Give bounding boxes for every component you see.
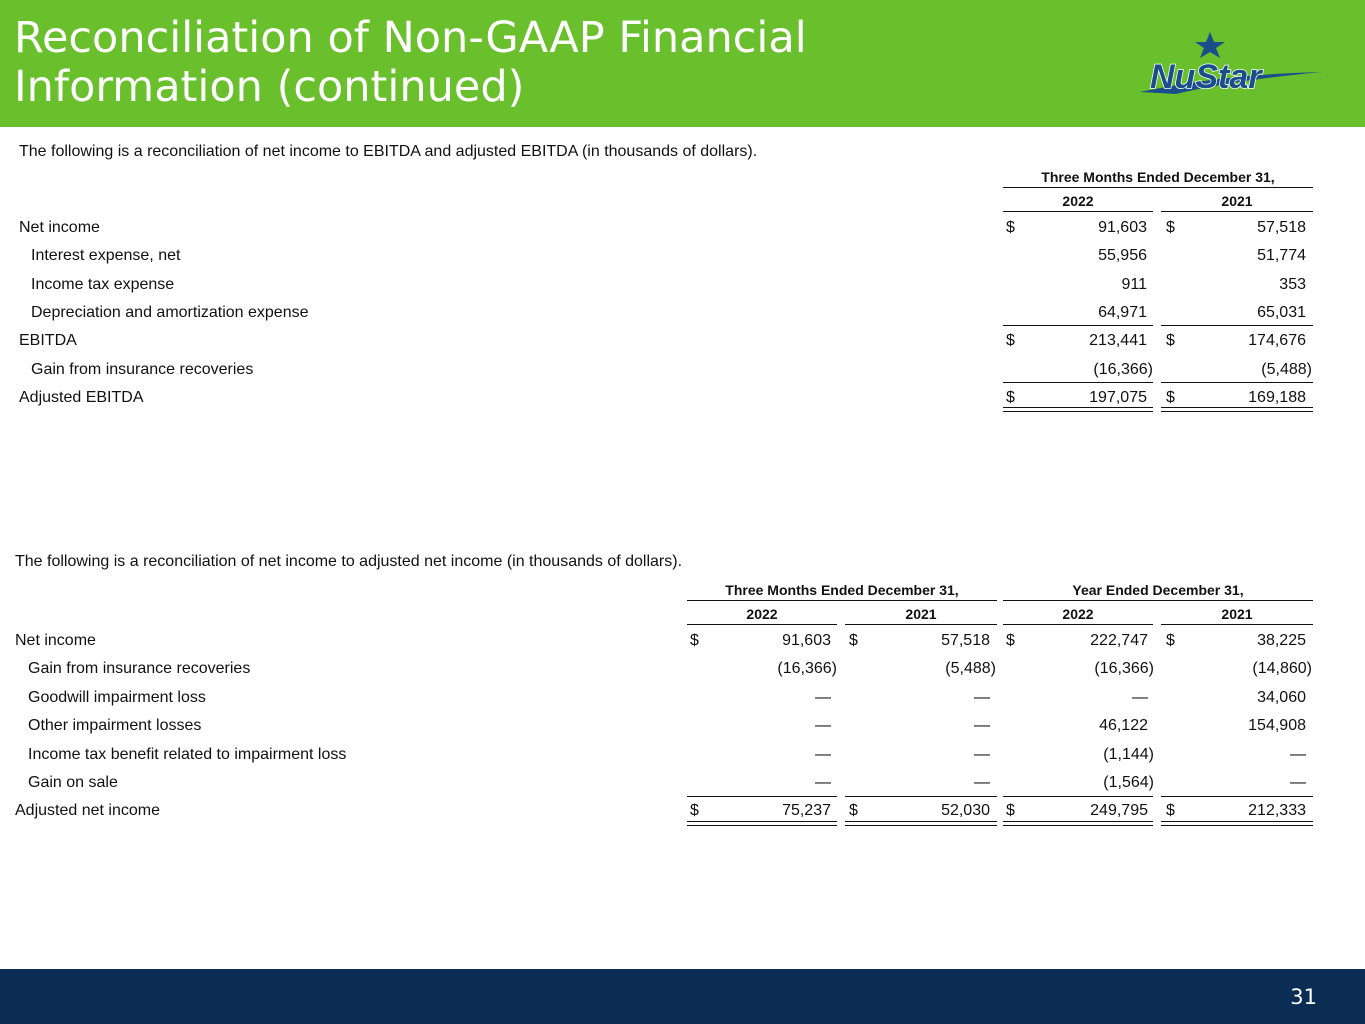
value-cell: (1,144): [1103, 745, 1154, 763]
dollar-sign: $: [1006, 388, 1015, 406]
value-cell: 154,908: [1248, 717, 1306, 735]
footer-band: [0, 969, 1365, 1024]
dollar-sign: $: [690, 632, 699, 649]
value-cell: —: [974, 745, 990, 763]
table2-period-header-three-months: Three Months Ended December 31,: [725, 582, 959, 598]
dollar-sign: $: [1006, 802, 1015, 820]
table2-year-rule: [845, 624, 997, 625]
subtotal-rule: [845, 796, 997, 797]
value-cell: —: [815, 688, 831, 706]
value-cell: 64,971: [1098, 303, 1147, 321]
table2-year-rule: [1161, 624, 1313, 625]
table2-year: 2022: [746, 606, 778, 622]
value-cell: 197,075: [1089, 388, 1147, 406]
row-label: Income tax expense: [31, 275, 175, 293]
table2-intro: The following is a reconciliation of net income to adjusted net income (in thousands of dollars).: [15, 553, 683, 570]
subtotal-rule: [1003, 796, 1153, 797]
value-cell: 91,603: [1098, 219, 1147, 236]
dollar-sign: $: [1006, 219, 1015, 236]
row-label: Adjusted EBITDA: [19, 388, 144, 406]
value-cell: 34,060: [1257, 688, 1306, 706]
value-cell: 213,441: [1089, 332, 1147, 350]
nustar-logo: [1136, 30, 1322, 102]
value-cell: (1,564): [1103, 774, 1154, 791]
value-cell: (14,860): [1252, 660, 1312, 678]
table2-year-rule: [1003, 624, 1153, 625]
value-cell: 249,795: [1090, 802, 1148, 820]
dollar-sign: $: [1166, 632, 1175, 649]
value-cell: —: [1290, 774, 1306, 791]
row-label: Net income: [15, 632, 96, 649]
table1-year-rule: [1003, 211, 1153, 212]
row-label: Net income: [19, 219, 100, 236]
value-cell: —: [974, 688, 990, 706]
table1-intro: The following is a reconciliation of net income to EBITDA and adjusted EBITDA (in thousands of dollars).: [19, 143, 758, 160]
table2-period-header-year: Year Ended December 31,: [1072, 582, 1244, 598]
value-cell: —: [815, 774, 831, 791]
table1-header-rule: [1003, 187, 1313, 188]
subtotal-rule: [1161, 796, 1313, 797]
value-cell: 57,518: [941, 632, 990, 649]
value-cell: 52,030: [941, 802, 990, 820]
dollar-sign: $: [1006, 632, 1015, 649]
value-cell: (5,488): [1261, 360, 1312, 378]
dollar-sign: $: [1166, 219, 1175, 236]
logo-text: NuStar: [1150, 58, 1262, 96]
value-cell: —: [815, 745, 831, 763]
value-cell: —: [974, 774, 990, 791]
value-cell: —: [1290, 745, 1306, 763]
value-cell: 51,774: [1257, 247, 1306, 265]
row-label: Other impairment losses: [28, 717, 202, 735]
header-band: [0, 0, 1365, 127]
subtotal-rule: [1161, 325, 1313, 326]
row-label: Interest expense, net: [31, 247, 181, 265]
dollar-sign: $: [1166, 802, 1175, 820]
value-cell: (5,488): [945, 660, 996, 678]
value-cell: (16,366): [1094, 660, 1154, 678]
value-cell: —: [815, 717, 831, 735]
table2-header-rule: [1003, 600, 1313, 601]
table1-period-header: Three Months Ended December 31,: [1041, 169, 1275, 185]
page-number: 31: [1290, 985, 1317, 1009]
value-cell: (16,366): [1093, 360, 1153, 378]
row-label: Goodwill impairment loss: [28, 688, 206, 706]
value-cell: —: [1132, 688, 1148, 706]
subtotal-rule: [1003, 382, 1153, 383]
table1-year-rule: [1161, 211, 1313, 212]
subtotal-rule: [1161, 382, 1313, 383]
total-double-rule: [1161, 821, 1313, 826]
table2-year: 2022: [1062, 606, 1094, 622]
slide-title: Reconciliation of Non-GAAP Financial Information (continued): [14, 13, 807, 112]
dollar-sign: $: [1166, 388, 1175, 406]
value-cell: 911: [1121, 275, 1147, 293]
dollar-sign: $: [849, 802, 858, 820]
subtotal-rule: [687, 796, 837, 797]
row-label: Gain from insurance recoveries: [31, 360, 254, 378]
table2-year: 2021: [1221, 606, 1253, 622]
table2-year-rule: [687, 624, 837, 625]
value-cell: 57,518: [1257, 219, 1306, 236]
total-double-rule: [845, 821, 997, 826]
dollar-sign: $: [1166, 332, 1175, 350]
dollar-sign: $: [690, 802, 699, 820]
value-cell: 46,122: [1099, 717, 1148, 735]
value-cell: 212,333: [1248, 802, 1306, 820]
value-cell: 91,603: [782, 632, 831, 649]
table1-year-2021: 2021: [1221, 193, 1253, 209]
row-label: Depreciation and amortization expense: [31, 303, 309, 321]
value-cell: 38,225: [1257, 632, 1306, 649]
row-label: Gain on sale: [28, 774, 118, 791]
star-icon: [1195, 32, 1225, 58]
dollar-sign: $: [849, 632, 858, 649]
table2-header-rule: [687, 600, 997, 601]
value-cell: 75,237: [782, 802, 831, 820]
subtotal-rule: [1003, 325, 1153, 326]
table1-year-2022: 2022: [1062, 193, 1094, 209]
total-double-rule: [1161, 407, 1313, 412]
value-cell: 55,956: [1098, 247, 1147, 265]
row-label: Income tax benefit related to impairment loss: [28, 745, 347, 763]
value-cell: 169,188: [1248, 388, 1306, 406]
total-double-rule: [1003, 821, 1153, 826]
row-label: Gain from insurance recoveries: [28, 660, 251, 678]
value-cell: 222,747: [1090, 632, 1148, 649]
value-cell: 65,031: [1257, 303, 1306, 321]
value-cell: 174,676: [1248, 332, 1306, 350]
table2-year: 2021: [905, 606, 937, 622]
value-cell: 353: [1279, 275, 1306, 293]
value-cell: —: [974, 717, 990, 735]
dollar-sign: $: [1006, 332, 1015, 350]
row-label: EBITDA: [19, 332, 77, 350]
total-double-rule: [1003, 407, 1153, 412]
total-double-rule: [687, 821, 837, 826]
row-label: Adjusted net income: [15, 802, 160, 820]
value-cell: (16,366): [777, 660, 837, 678]
